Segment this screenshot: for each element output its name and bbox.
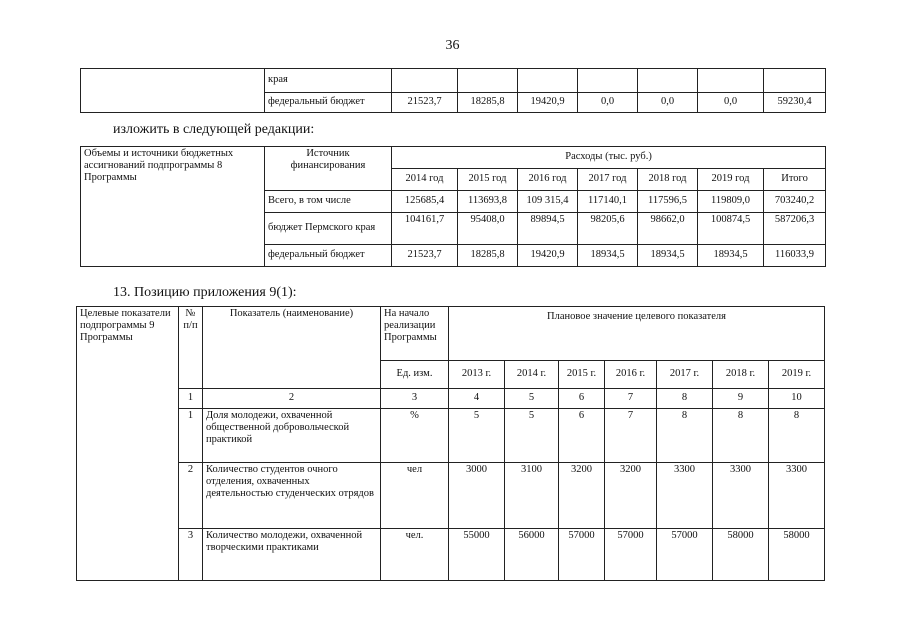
source-header: Источник финансирования [265, 147, 392, 191]
value-cell: 0,0 [638, 93, 698, 113]
value-cell: 116033,9 [764, 245, 826, 267]
year-header: 2013 г. [449, 361, 505, 389]
value-cell: 57000 [605, 529, 657, 581]
value-cell: 18285,8 [458, 93, 518, 113]
value-cell: 3200 [559, 463, 605, 529]
value-cell: 57000 [559, 529, 605, 581]
col-number: 3 [381, 389, 449, 409]
value-cell: 109 315,4 [518, 191, 578, 213]
year-header: 2014 г. [505, 361, 559, 389]
col-number: 5 [505, 389, 559, 409]
value-cell: 18285,8 [458, 245, 518, 267]
expenses-header: Расходы (тыс. руб.) [392, 147, 826, 169]
value-cell: 587206,3 [764, 213, 826, 245]
value-cell: 58000 [769, 529, 825, 581]
budget-row-label: Всего, в том числе [265, 191, 392, 213]
year-header: 2017 год [578, 169, 638, 191]
empty-cell [81, 69, 265, 113]
value-cell: 7 [605, 409, 657, 463]
targets-title-cell: Целевые показатели подпрограммы 9 Программы [77, 307, 179, 581]
value-cell: 89894,5 [518, 213, 578, 245]
value-cell: 19420,9 [518, 245, 578, 267]
row-number: 2 [179, 463, 203, 529]
unit-cell: % [381, 409, 449, 463]
year-header: 2016 год [518, 169, 578, 191]
value-cell: 3100 [505, 463, 559, 529]
table-targets [76, 306, 825, 581]
value-cell: 3300 [657, 463, 713, 529]
unit-header: Ед. изм. [381, 361, 449, 389]
value-cell: 95408,0 [458, 213, 518, 245]
value-cell: 98662,0 [638, 213, 698, 245]
table-budget [80, 146, 826, 267]
indicator-name: Доля молодежи, охваченной общественной добровольческой практикой [203, 409, 381, 463]
num-header: № п/п [179, 307, 203, 389]
indicator-name: Количество студентов очного отделения, охваченных деятельностью студенческих отрядов [203, 463, 381, 529]
year-header: 2018 г. [713, 361, 769, 389]
value-cell: 0,0 [698, 93, 764, 113]
col-number: 8 [657, 389, 713, 409]
col-number: 1 [179, 389, 203, 409]
value-cell: 55000 [449, 529, 505, 581]
value-cell: 5 [449, 409, 505, 463]
indicator-name: Количество молодежи, охваченной творческими практиками [203, 529, 381, 581]
value-cell: 19420,9 [518, 93, 578, 113]
col-number: 4 [449, 389, 505, 409]
caption-edition: изложить в следующей редакции: [113, 122, 315, 137]
value-cell: 8 [769, 409, 825, 463]
value-cell: 18934,5 [578, 245, 638, 267]
unit-cell: чел [381, 463, 449, 529]
value-cell: 3300 [713, 463, 769, 529]
table-top-fragment [80, 68, 826, 113]
value-cell: 57000 [657, 529, 713, 581]
value-cell: 100874,5 [698, 213, 764, 245]
caption-position: 13. Позицию приложения 9(1): [113, 285, 297, 300]
value-cell: 21523,7 [392, 245, 458, 267]
year-header: 2019 г. [769, 361, 825, 389]
year-header: 2018 год [638, 169, 698, 191]
value-cell: 3300 [769, 463, 825, 529]
value-cell: 104161,7 [392, 213, 458, 245]
year-header: 2017 г. [657, 361, 713, 389]
value-cell: 119809,0 [698, 191, 764, 213]
value-cell: 56000 [505, 529, 559, 581]
total-header: Итого [764, 169, 826, 191]
value-cell: 59230,4 [764, 93, 826, 113]
value-cell: 58000 [713, 529, 769, 581]
value-cell: 3200 [605, 463, 657, 529]
value-cell: 8 [657, 409, 713, 463]
col-number: 7 [605, 389, 657, 409]
value-cell: 0,0 [578, 93, 638, 113]
year-header: 2019 год [698, 169, 764, 191]
col-number: 10 [769, 389, 825, 409]
page-number: 36 [445, 38, 460, 53]
col-number: 9 [713, 389, 769, 409]
budget-row-label: бюджет Пермского края [265, 213, 392, 245]
value-cell: 98205,6 [578, 213, 638, 245]
col-number: 2 [203, 389, 381, 409]
value-cell: 117596,5 [638, 191, 698, 213]
indicator-header: Показатель (наименование) [203, 307, 381, 389]
row-number: 1 [179, 409, 203, 463]
value-cell: 18934,5 [698, 245, 764, 267]
value-cell: 113693,8 [458, 191, 518, 213]
planned-header: Плановое значение целевого показателя [449, 307, 825, 361]
row-label: федеральный бюджет [265, 93, 392, 113]
budget-row-label: федеральный бюджет [265, 245, 392, 267]
col-number: 6 [559, 389, 605, 409]
row-label: края [265, 69, 392, 93]
value-cell: 18934,5 [638, 245, 698, 267]
year-header: 2015 год [458, 169, 518, 191]
row-number: 3 [179, 529, 203, 581]
value-cell: 3000 [449, 463, 505, 529]
value-cell: 117140,1 [578, 191, 638, 213]
year-header: 2015 г. [559, 361, 605, 389]
start-header: На начало реализации Программы [381, 307, 449, 361]
value-cell: 5 [505, 409, 559, 463]
unit-cell: чел. [381, 529, 449, 581]
value-cell: 6 [559, 409, 605, 463]
year-header: 2016 г. [605, 361, 657, 389]
value-cell: 8 [713, 409, 769, 463]
value-cell: 703240,2 [764, 191, 826, 213]
budget-title-cell: Объемы и источники бюджетных ассигнований подпрограммы 8 Программы [81, 147, 265, 267]
value-cell: 125685,4 [392, 191, 458, 213]
value-cell: 21523,7 [392, 93, 458, 113]
year-header: 2014 год [392, 169, 458, 191]
